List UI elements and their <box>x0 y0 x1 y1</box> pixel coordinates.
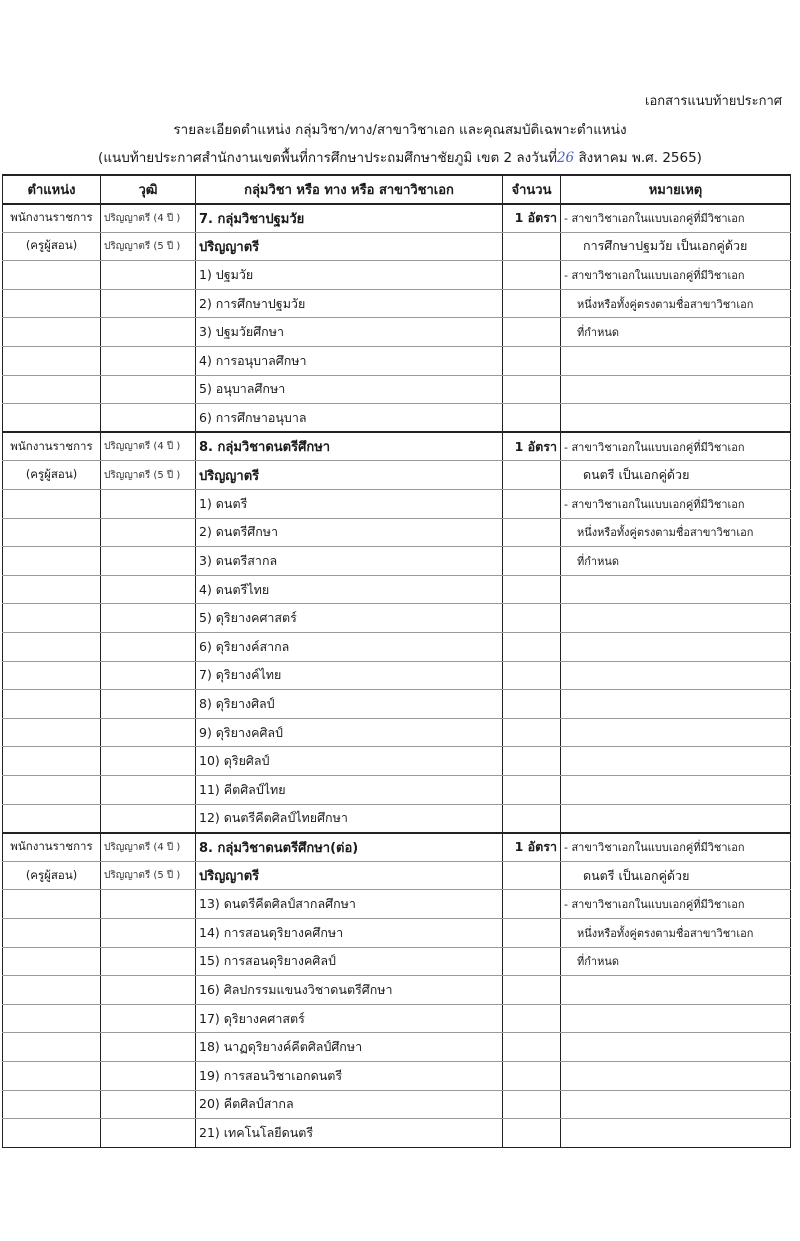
position-cell <box>3 1061 101 1090</box>
position-cell <box>3 404 101 433</box>
qualification-cell <box>101 976 196 1005</box>
position-cell: (ครูผู้สอน) <box>3 461 101 490</box>
table-row <box>3 347 791 376</box>
table-row <box>3 976 791 1005</box>
remark-cell: - สาขาวิชาเอกในแบบเอกคู่ที่มีวิชาเอก <box>561 490 791 519</box>
major-item: 20) คีตศิลป์สากล <box>196 1090 503 1119</box>
qualification-cell <box>101 890 196 919</box>
major-item: 3) ดนตรีสากล <box>196 547 503 576</box>
remark-cell <box>561 404 791 433</box>
position-cell <box>3 1033 101 1062</box>
table-row <box>3 661 791 690</box>
quantity-cell <box>503 1119 561 1148</box>
quantity-cell <box>503 404 561 433</box>
remark-cell <box>561 690 791 719</box>
remark-cell <box>561 775 791 804</box>
header-qualification: วุฒิ <box>101 175 196 204</box>
major-item: 7) ดุริยางค์ไทย <box>196 661 503 690</box>
qualification-cell <box>101 347 196 376</box>
handwritten-day: 26 <box>556 150 575 166</box>
qualification-cell <box>101 718 196 747</box>
position-cell <box>3 775 101 804</box>
table-row <box>3 947 791 976</box>
header-remarks: หมายเหตุ <box>561 175 791 204</box>
table-row <box>3 633 791 662</box>
remark-cell: ดนตรี เป็นเอกคู่ด้วย <box>561 861 791 890</box>
remark-cell: การศึกษาปฐมวัย เป็นเอกคู่ด้วย <box>561 232 791 261</box>
remark-cell: ดนตรี เป็นเอกคู่ด้วย <box>561 461 791 490</box>
qualification-cell: ปริญญาตรี (4 ปี ) <box>101 204 196 233</box>
positions-table <box>2 174 791 1148</box>
qualification-cell <box>101 690 196 719</box>
position-cell: พนักงานราชการ <box>3 204 101 233</box>
qualification-cell: ปริญญาตรี (5 ปี ) <box>101 861 196 890</box>
remark-cell <box>561 1119 791 1148</box>
quantity-cell <box>503 375 561 404</box>
remark-cell: - สาขาวิชาเอกในแบบเอกคู่ที่มีวิชาเอก <box>561 890 791 919</box>
table-row <box>3 833 791 862</box>
quantity-cell: 1 อัตรา <box>503 833 561 862</box>
quantity-cell <box>503 547 561 576</box>
remark-cell <box>561 575 791 604</box>
qualification-cell <box>101 575 196 604</box>
quantity-cell <box>503 861 561 890</box>
table-row <box>3 289 791 318</box>
qualification-cell <box>101 661 196 690</box>
table-row <box>3 604 791 633</box>
quantity-cell <box>503 318 561 347</box>
position-cell: (ครูผู้สอน) <box>3 232 101 261</box>
position-cell <box>3 547 101 576</box>
remark-cell <box>561 1004 791 1033</box>
qualification-cell <box>101 547 196 576</box>
position-cell <box>3 918 101 947</box>
table-body <box>3 204 791 1148</box>
table-row <box>3 432 791 461</box>
position-cell <box>3 747 101 776</box>
table-row <box>3 547 791 576</box>
subtitle-prefix: (แนบท้ายประกาศสำนักงานเขตพื้นที่การศึกษาประถมศึกษาชัยภูมิ เขต 2 ลงวันที่ <box>98 150 557 166</box>
remark-cell <box>561 375 791 404</box>
remark-cell: - สาขาวิชาเอกในแบบเอกคู่ที่มีวิชาเอก <box>561 833 791 862</box>
major-item: 2) การศึกษาปฐมวัย <box>196 289 503 318</box>
position-cell <box>3 490 101 519</box>
remark-cell <box>561 718 791 747</box>
degree-label: ปริญญาตรี <box>196 232 503 261</box>
table-row <box>3 861 791 890</box>
remark-cell: - สาขาวิชาเอกในแบบเอกคู่ที่มีวิชาเอก <box>561 204 791 233</box>
table-row <box>3 261 791 290</box>
quantity-cell <box>503 661 561 690</box>
header-quantity: จำนวน <box>503 175 561 204</box>
remark-cell <box>561 1061 791 1090</box>
qualification-cell <box>101 318 196 347</box>
table-row <box>3 318 791 347</box>
qualification-cell <box>101 918 196 947</box>
table-row <box>3 461 791 490</box>
major-item: 1) ดนตรี <box>196 490 503 519</box>
quantity-cell <box>503 718 561 747</box>
remark-cell: ที่กำหนด <box>561 947 791 976</box>
quantity-cell <box>503 918 561 947</box>
position-cell <box>3 347 101 376</box>
major-item: 9) ดุริยางคศิลป์ <box>196 718 503 747</box>
quantity-cell <box>503 1090 561 1119</box>
position-cell <box>3 261 101 290</box>
position-cell <box>3 289 101 318</box>
remark-cell <box>561 633 791 662</box>
major-item: 6) ดุริยางค์สากล <box>196 633 503 662</box>
table-row <box>3 1033 791 1062</box>
remark-cell <box>561 976 791 1005</box>
qualification-cell <box>101 747 196 776</box>
major-item: 6) การศึกษาอนุบาล <box>196 404 503 433</box>
position-cell <box>3 318 101 347</box>
position-cell: พนักงานราชการ <box>3 833 101 862</box>
table-header-row <box>3 175 791 204</box>
major-item: 2) ดนตรีศึกษา <box>196 518 503 547</box>
position-cell <box>3 890 101 919</box>
quantity-cell <box>503 347 561 376</box>
quantity-cell <box>503 890 561 919</box>
remark-cell <box>561 804 791 833</box>
quantity-cell <box>503 633 561 662</box>
major-item: 5) ดุริยางคศาสตร์ <box>196 604 503 633</box>
position-cell <box>3 1119 101 1148</box>
quantity-cell <box>503 575 561 604</box>
qualification-cell <box>101 1033 196 1062</box>
qualification-cell <box>101 518 196 547</box>
table-row <box>3 747 791 776</box>
table-row <box>3 890 791 919</box>
table-row <box>3 490 791 519</box>
major-item: 8) ดุริยางศิลป์ <box>196 690 503 719</box>
table-row <box>3 232 791 261</box>
qualification-cell: ปริญญาตรี (4 ปี ) <box>101 432 196 461</box>
subtitle-suffix: สิงหาคม พ.ศ. 2565) <box>574 150 702 166</box>
major-item: 14) การสอนดุริยางคศึกษา <box>196 918 503 947</box>
quantity-cell <box>503 747 561 776</box>
major-item: 16) ศิลปกรรมแขนงวิชาดนตรีศึกษา <box>196 976 503 1005</box>
major-item: 21) เทคโนโลยีดนตรี <box>196 1119 503 1148</box>
table-row <box>3 1119 791 1148</box>
quantity-cell <box>503 1061 561 1090</box>
qualification-cell: ปริญญาตรี (5 ปี ) <box>101 232 196 261</box>
major-item: 5) อนุบาลศึกษา <box>196 375 503 404</box>
qualification-cell <box>101 1119 196 1148</box>
table-row <box>3 804 791 833</box>
qualification-cell <box>101 375 196 404</box>
quantity-cell: 1 อัตรา <box>503 432 561 461</box>
remark-cell: ที่กำหนด <box>561 318 791 347</box>
remark-cell: หนึ่งหรือทั้งคู่ตรงตามชื่อสาขาวิชาเอก <box>561 918 791 947</box>
qualification-cell <box>101 1004 196 1033</box>
position-cell <box>3 633 101 662</box>
major-item: 18) นาฏดุริยางค์คีตศิลป์ศึกษา <box>196 1033 503 1062</box>
position-cell <box>3 375 101 404</box>
qualification-cell <box>101 1090 196 1119</box>
degree-label: ปริญญาตรี <box>196 461 503 490</box>
quantity-cell <box>503 976 561 1005</box>
document-title: รายละเอียดตำแหน่ง กลุ่มวิชา/ทาง/สาขาวิชาเอก และคุณสมบัติเฉพาะตำแหน่ง <box>173 122 627 138</box>
quantity-cell <box>503 232 561 261</box>
quantity-cell <box>503 804 561 833</box>
quantity-cell <box>503 490 561 519</box>
qualification-cell <box>101 775 196 804</box>
quantity-cell <box>503 690 561 719</box>
table-row <box>3 375 791 404</box>
remark-cell: หนึ่งหรือทั้งคู่ตรงตามชื่อสาขาวิชาเอก <box>561 518 791 547</box>
qualification-cell <box>101 947 196 976</box>
table-row <box>3 690 791 719</box>
quantity-cell <box>503 947 561 976</box>
document-subtitle <box>0 146 800 168</box>
quantity-cell <box>503 775 561 804</box>
qualification-cell <box>101 261 196 290</box>
position-cell: (ครูผู้สอน) <box>3 861 101 890</box>
remark-cell <box>561 347 791 376</box>
header-position: ตำแหน่ง <box>3 175 101 204</box>
table-row <box>3 718 791 747</box>
qualification-cell <box>101 1061 196 1090</box>
header-subject-group: กลุ่มวิชา หรือ ทาง หรือ สาขาวิชาเอก <box>196 175 503 204</box>
position-cell <box>3 661 101 690</box>
position-cell <box>3 518 101 547</box>
qualification-cell <box>101 633 196 662</box>
table-row <box>3 1061 791 1090</box>
table-row <box>3 775 791 804</box>
table-row <box>3 575 791 604</box>
attachment-label: เอกสารแนบท้ายประกาศ <box>645 94 782 109</box>
major-item: 12) ดนตรีคีตศิลป์ไทยศึกษา <box>196 804 503 833</box>
remark-cell: - สาขาวิชาเอกในแบบเอกคู่ที่มีวิชาเอก <box>561 261 791 290</box>
remark-cell: หนึ่งหรือทั้งคู่ตรงตามชื่อสาขาวิชาเอก <box>561 289 791 318</box>
qualification-cell: ปริญญาตรี (5 ปี ) <box>101 461 196 490</box>
qualification-cell <box>101 804 196 833</box>
subject-group-title: 8. กลุ่มวิชาดนตรีศึกษา <box>196 432 503 461</box>
quantity-cell <box>503 289 561 318</box>
quantity-cell <box>503 604 561 633</box>
qualification-cell <box>101 404 196 433</box>
remark-cell: - สาขาวิชาเอกในแบบเอกคู่ที่มีวิชาเอก <box>561 432 791 461</box>
major-item: 15) การสอนดุริยางคศิลป์ <box>196 947 503 976</box>
table-row <box>3 204 791 233</box>
major-item: 3) ปฐมวัยศึกษา <box>196 318 503 347</box>
quantity-cell <box>503 261 561 290</box>
remark-cell: ที่กำหนด <box>561 547 791 576</box>
table-row <box>3 918 791 947</box>
remark-cell <box>561 1033 791 1062</box>
table-row <box>3 1090 791 1119</box>
position-cell <box>3 604 101 633</box>
position-cell <box>3 947 101 976</box>
qualification-cell <box>101 289 196 318</box>
remark-cell <box>561 661 791 690</box>
remark-cell <box>561 1090 791 1119</box>
degree-label: ปริญญาตรี <box>196 861 503 890</box>
major-item: 4) ดนตรีไทย <box>196 575 503 604</box>
remark-cell <box>561 604 791 633</box>
position-cell: พนักงานราชการ <box>3 432 101 461</box>
major-item: 19) การสอนวิชาเอกดนตรี <box>196 1061 503 1090</box>
quantity-cell <box>503 518 561 547</box>
quantity-cell: 1 อัตรา <box>503 204 561 233</box>
position-cell <box>3 718 101 747</box>
major-item: 13) ดนตรีคีตศิลป์สากลศึกษา <box>196 890 503 919</box>
subject-group-title: 8. กลุ่มวิชาดนตรีศึกษา(ต่อ) <box>196 833 503 862</box>
table-row <box>3 1004 791 1033</box>
table-row <box>3 518 791 547</box>
position-cell <box>3 690 101 719</box>
position-cell <box>3 575 101 604</box>
quantity-cell <box>503 1033 561 1062</box>
major-item: 17) ดุริยางคศาสตร์ <box>196 1004 503 1033</box>
qualification-cell: ปริญญาตรี (4 ปี ) <box>101 833 196 862</box>
position-cell <box>3 976 101 1005</box>
major-item: 11) คีตศิลป์ไทย <box>196 775 503 804</box>
subject-group-title: 7. กลุ่มวิชาปฐมวัย <box>196 204 503 233</box>
position-cell <box>3 1090 101 1119</box>
position-cell <box>3 804 101 833</box>
qualification-cell <box>101 604 196 633</box>
major-item: 10) ดุริยศิลป์ <box>196 747 503 776</box>
quantity-cell <box>503 461 561 490</box>
position-cell <box>3 1004 101 1033</box>
table-row <box>3 404 791 433</box>
remark-cell <box>561 747 791 776</box>
quantity-cell <box>503 1004 561 1033</box>
qualification-cell <box>101 490 196 519</box>
major-item: 4) การอนุบาลศึกษา <box>196 347 503 376</box>
major-item: 1) ปฐมวัย <box>196 261 503 290</box>
